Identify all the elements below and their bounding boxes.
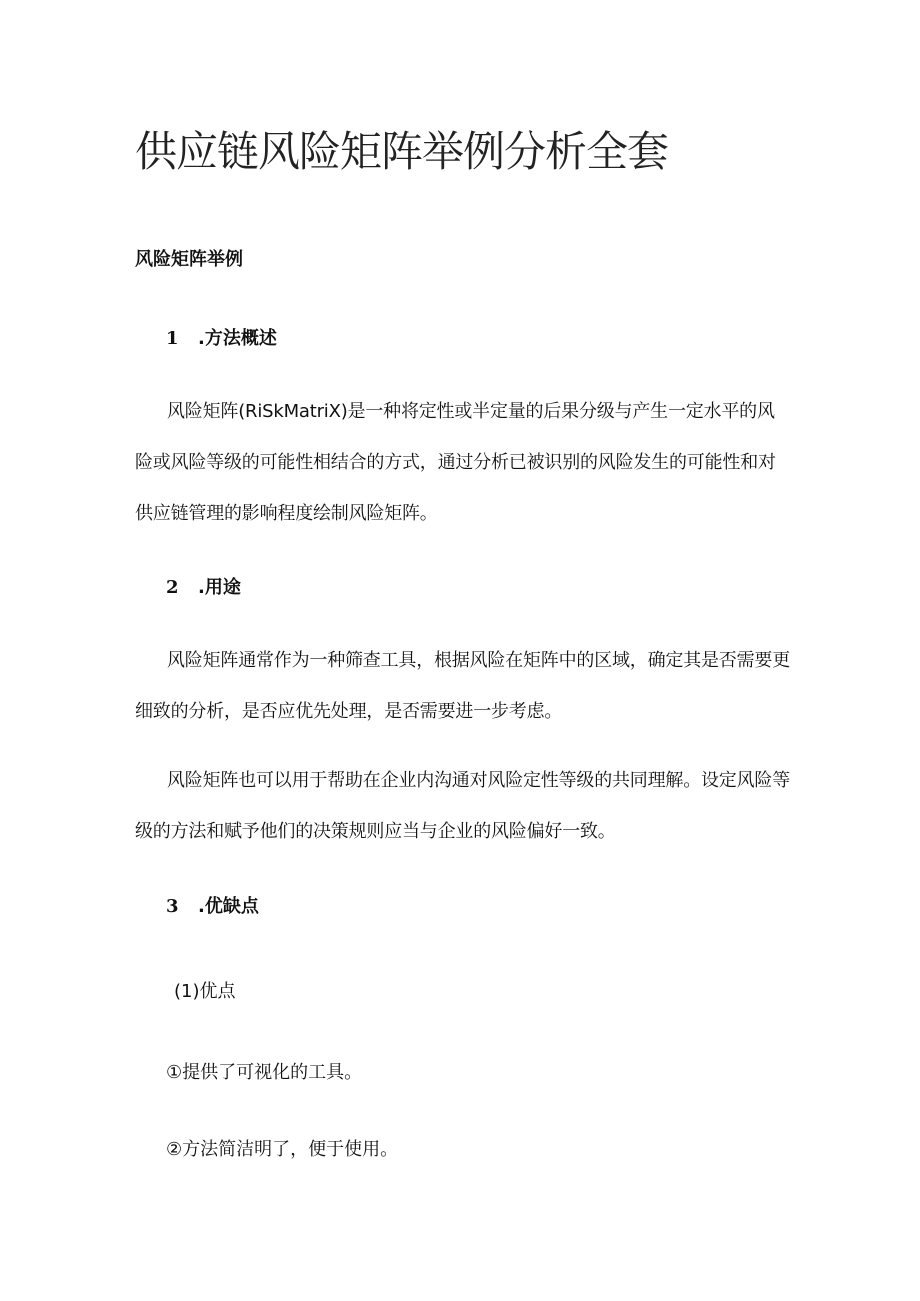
document-subtitle: 风险矩阵举例 [135,249,243,270]
section-2-paragraph-1: 风险矩阵通常作为一种筛查工具，根据风险在矩阵中的区域，确定其是否需要更细致的分析，是否应优先处理，是否需要进一步考虑。 [135,650,790,722]
advantage-item-2: ②方法简洁明了，便于使用。 [166,1139,399,1160]
section-title: .方法概述 [198,328,277,349]
section-heading-3 [166,895,259,919]
section-2-paragraph-2: 风险矩阵也可以用于帮助在企业内沟通对风险定性等级的共同理解。设定风险等级的方法和赋予他们的决策规则应当与企业的风险偏好一致。 [135,770,790,842]
section-title: .用途 [198,577,241,598]
document-title: 供应链风险矩阵举例分析全套 [135,127,669,176]
section-number: 3 [166,896,179,917]
advantage-item-1: ①提供了可视化的工具。 [166,1062,363,1083]
advantages-subheading: (1)优点 [174,981,236,1002]
section-heading-1 [166,327,277,351]
section-number: 2 [166,577,179,598]
section-heading-2 [166,576,241,600]
section-1-paragraph: 风险矩阵(RiSkMatriX)是一种将定性或半定量的后果分级与产生一定水平的风险或风险等级的可能性相结合的方式，通过分析已被识别的风险发生的可能性和对供应链管理的影响程度绘制风险矩阵。 [135,401,776,524]
section-number: 1 [166,328,179,349]
section-title: .优缺点 [198,896,259,917]
